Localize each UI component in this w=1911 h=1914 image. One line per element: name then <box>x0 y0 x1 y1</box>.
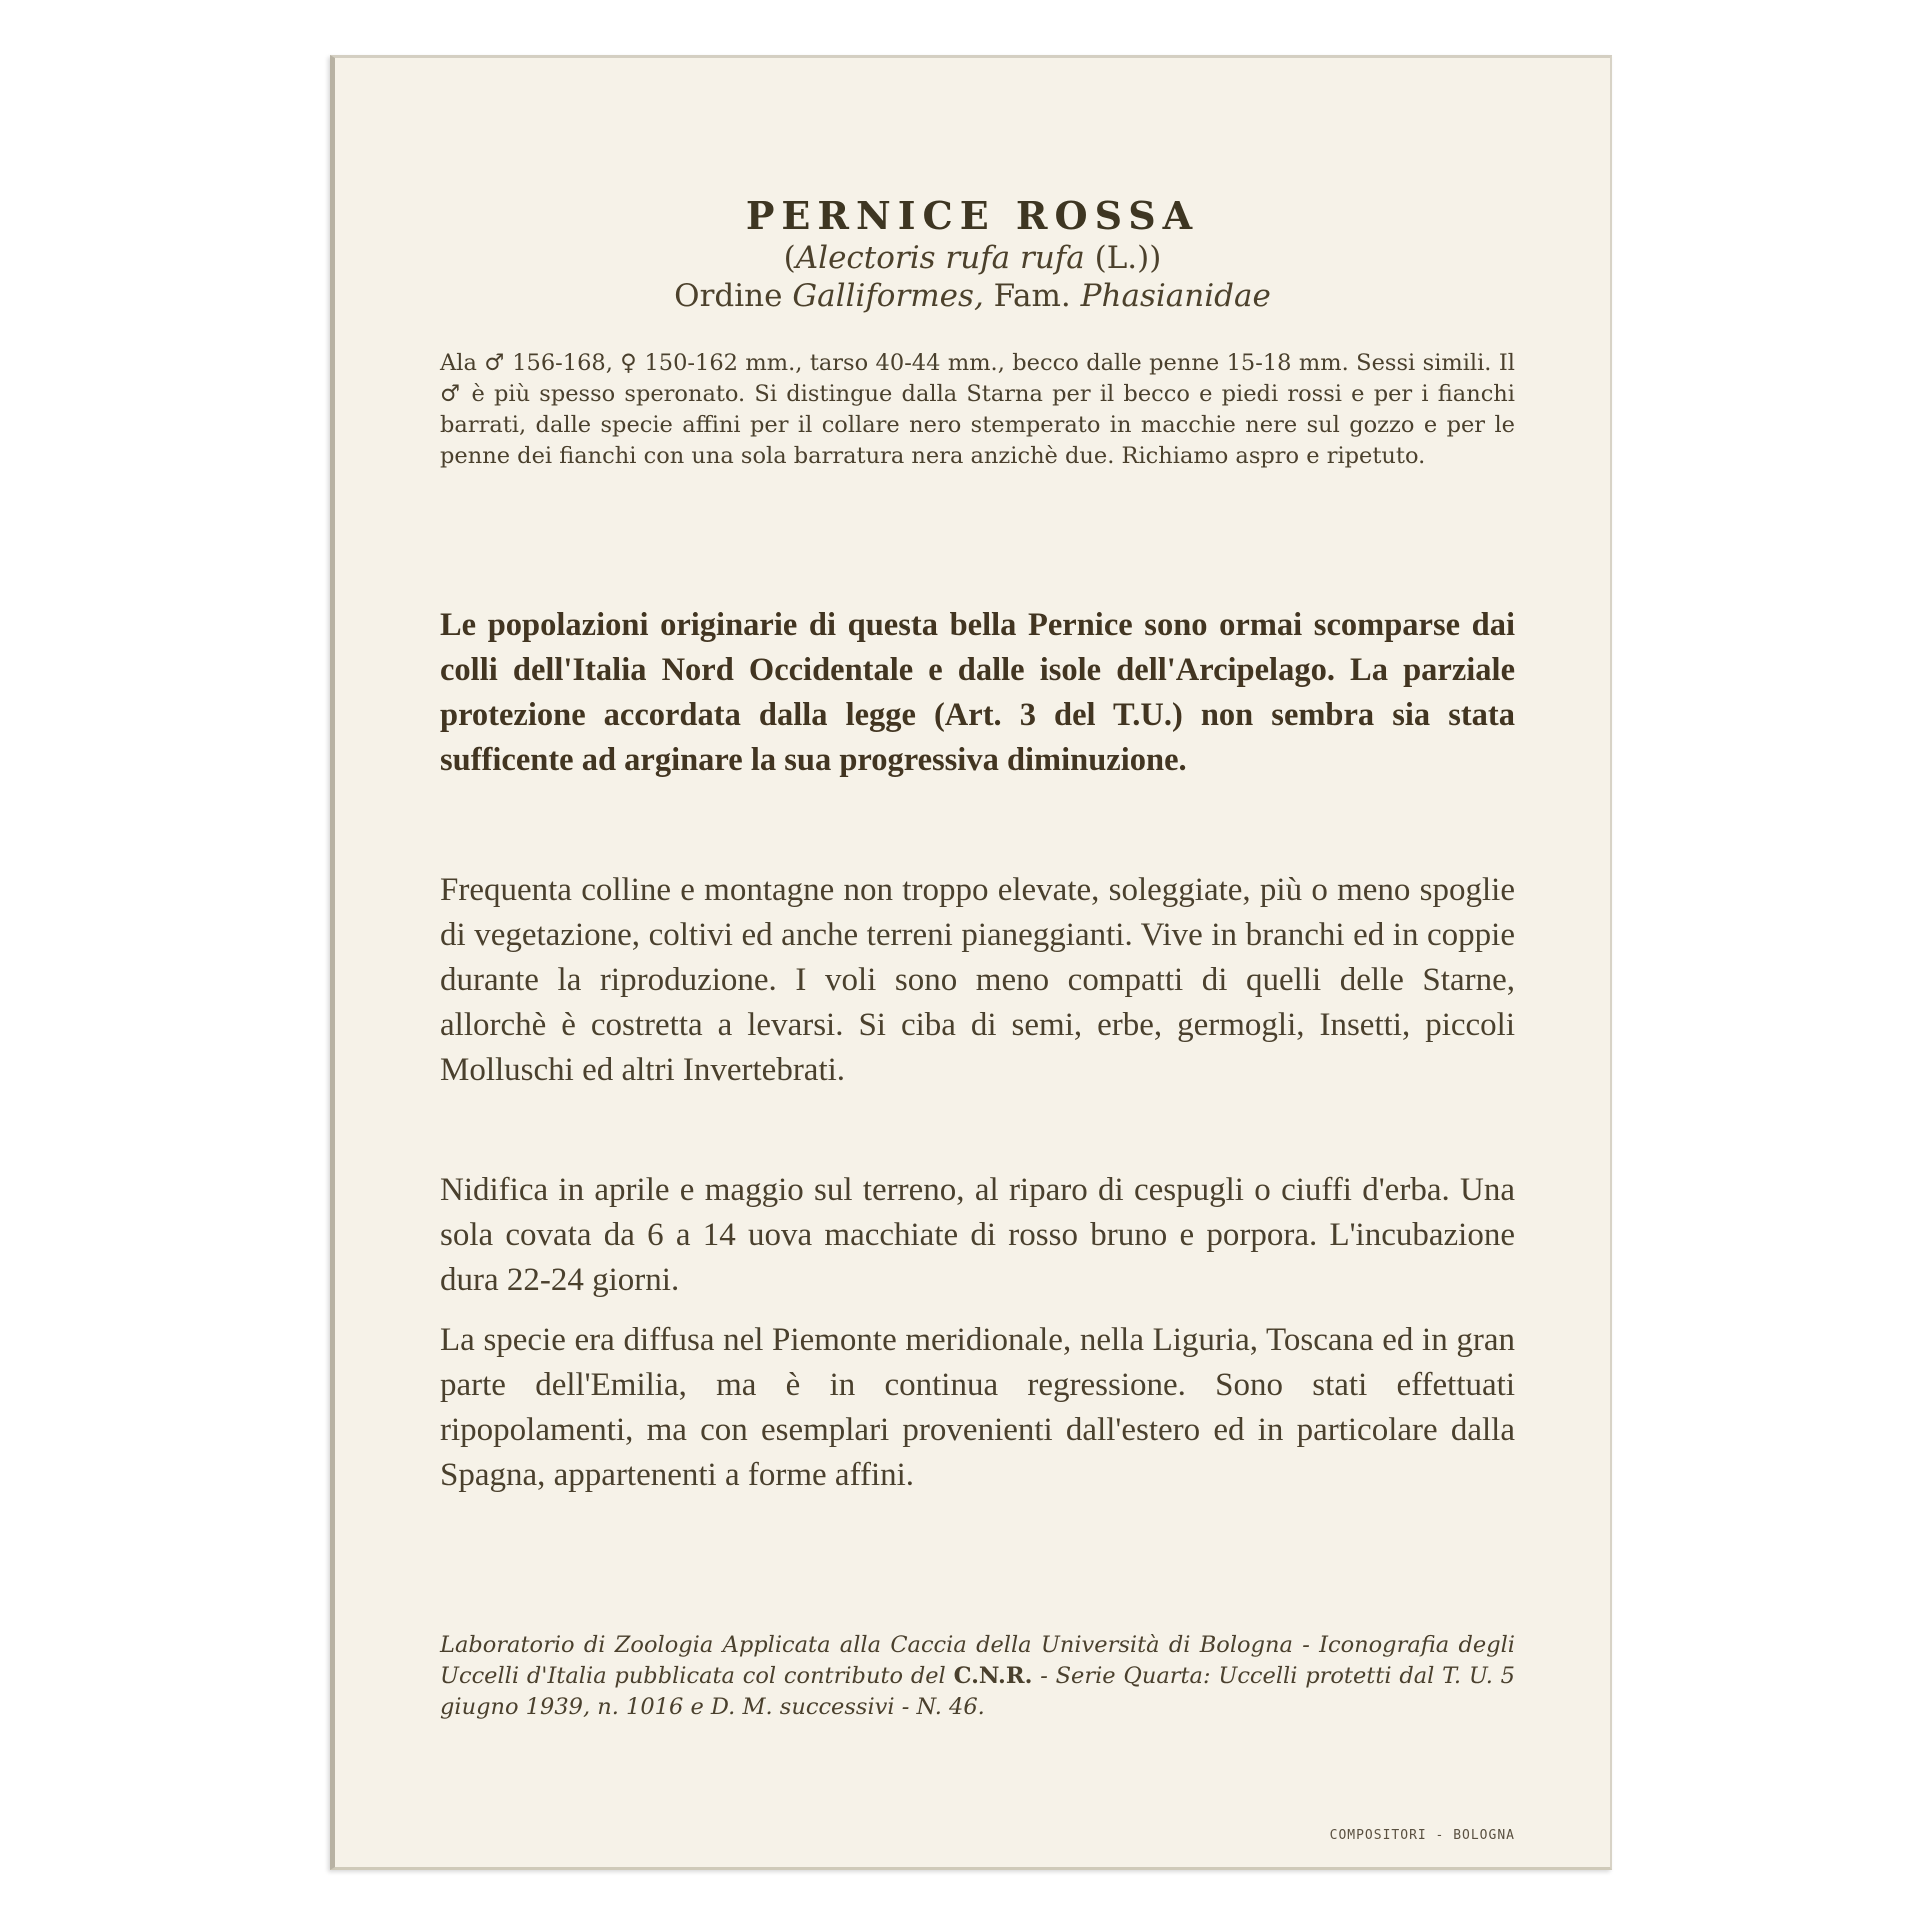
footer-text-after: - Serie Quarta: Uccelli protetti dal T. U. 5 giugno 1939, n. 1016 e D. M. successivi - N. 46. <box>440 1663 1515 1720</box>
footer-cnr: C.N.R. <box>953 1663 1033 1689</box>
family-prefix: Fam. <box>983 278 1081 314</box>
order-prefix: Ordine <box>674 278 793 314</box>
footer-text-before: Laboratorio di Zoologia Applicata alla Caccia della Università di Bologna - Iconografia degli Uccelli d'Italia pubblicata col contributo del <box>440 1632 1515 1689</box>
scientific-name <box>335 240 1610 276</box>
latin-open: ( <box>783 240 796 276</box>
family-name: Phasianidae <box>1080 278 1271 314</box>
taxonomy-line <box>335 278 1610 314</box>
latin-author: (L.)) <box>1084 240 1162 276</box>
physical-description: Ala ♂ 156-168, ♀ 150-162 mm., tarso 40-44 mm., becco dalle penne 15-18 mm. Sessi simili. Il ♂ è più spesso speronato. Si distingue dalla Starna per il becco e piedi rossi e per i fianchi barrati, dalle specie affini per il collare nero stemperato in macchie nere sul gozzo e per le penne dei fianchi con una sola barratura nera anzichè due. Richiamo aspro e ripetuto. <box>440 350 1515 469</box>
credits-footer <box>440 1630 1515 1723</box>
info-card <box>330 55 1612 1870</box>
order-name: Galliformes, <box>792 278 984 314</box>
latin-name: Alectoris rufa rufa <box>795 240 1085 276</box>
nesting-paragraph: Nidifica in aprile e maggio sul terreno, al riparo di cespugli o ciuffi d'erba. Una sola covata da 6 a 14 uova macchiate di rosso bruno e porpora. L'incubazione dura 22-24 giorni. <box>440 1172 1515 1298</box>
species-title: PERNICE ROSSA <box>745 193 1200 238</box>
distribution-paragraph: La specie era diffusa nel Piemonte meridionale, nella Liguria, Toscana ed in gran parte dell'Emilia, ma è in continua regressione. Sono stati effettuati ripopolamenti, ma con esemplari provenienti dall'estero ed in particolare dalla Spagna, appartenenti a forme affini. <box>440 1322 1515 1493</box>
printer-imprint: COMPOSITORI - BOLOGNA <box>1329 1828 1515 1843</box>
habitat-paragraph: Frequenta colline e montagne non troppo elevate, soleggiate, più o meno spoglie di vegetazione, coltivi ed anche terreni pianeggianti. Vive in branchi ed in coppie durante la riproduzione. I voli sono meno compatti di quelli delle Starne, allorchè è costretta a levarsi. Si ciba di semi, erbe, germogli, Insetti, piccoli Molluschi ed altri Invertebrati. <box>440 872 1515 1088</box>
lead-paragraph: Le popolazioni originarie di questa bella Pernice sono ormai scomparse dai colli dell'Italia Nord Occidentale e dalle isole dell'Arcipelago. La parziale protezione accordata dalla legge (Art. 3 del T.U.) non sembra sia stata sufficente ad arginare la sua progressiva diminuzione. <box>440 607 1515 778</box>
